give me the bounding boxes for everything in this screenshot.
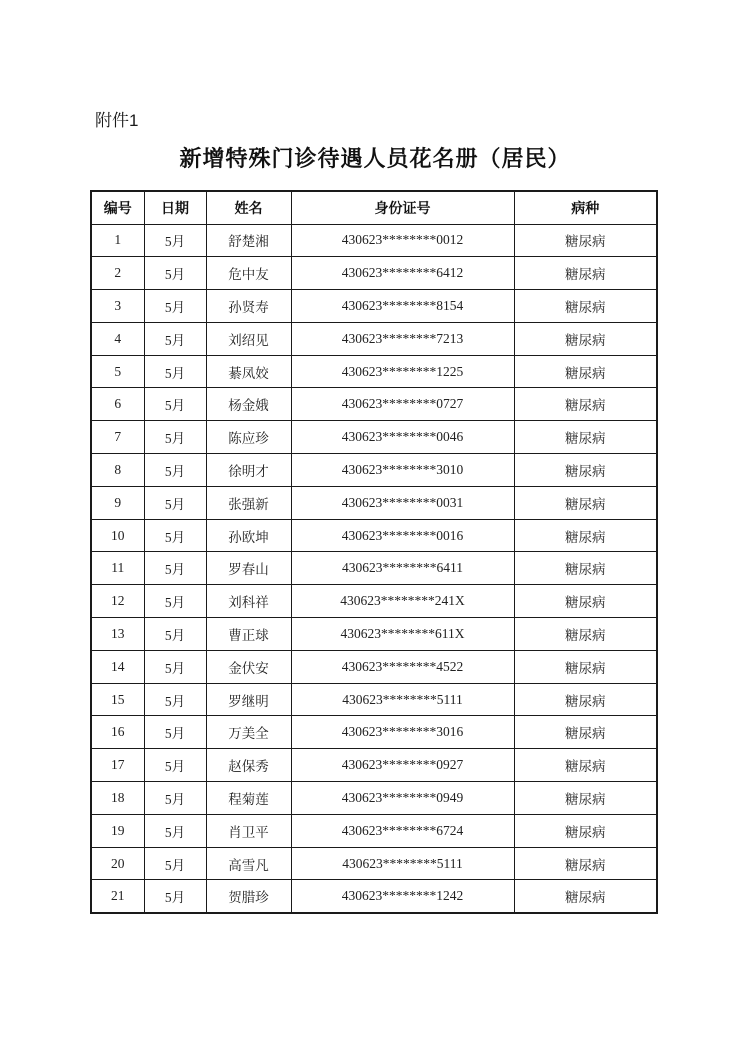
cell-name: 贺腊珍 [206, 880, 291, 913]
cell-name: 綦凤姣 [206, 355, 291, 388]
cell-id-number: 430623********5111 [291, 847, 514, 880]
cell-date: 5月 [144, 486, 206, 519]
cell-name: 金伏安 [206, 650, 291, 683]
cell-number: 9 [91, 486, 144, 519]
table-row [91, 421, 657, 454]
cell-id-number: 430623********241X [291, 585, 514, 618]
cell-disease: 糖尿病 [514, 814, 657, 847]
cell-disease: 糖尿病 [514, 454, 657, 487]
col-header-date: 日期 [144, 191, 206, 224]
cell-number: 16 [91, 716, 144, 749]
table-row [91, 683, 657, 716]
cell-id-number: 430623********1242 [291, 880, 514, 913]
cell-number: 20 [91, 847, 144, 880]
cell-date: 5月 [144, 618, 206, 651]
cell-date: 5月 [144, 355, 206, 388]
cell-id-number: 430623********611X [291, 618, 514, 651]
cell-number: 10 [91, 519, 144, 552]
cell-date: 5月 [144, 650, 206, 683]
cell-name: 曹正球 [206, 618, 291, 651]
cell-disease: 糖尿病 [514, 486, 657, 519]
table-row [91, 880, 657, 913]
cell-name: 张强新 [206, 486, 291, 519]
cell-date: 5月 [144, 683, 206, 716]
cell-id-number: 430623********5111 [291, 683, 514, 716]
cell-name: 罗继明 [206, 683, 291, 716]
cell-disease: 糖尿病 [514, 716, 657, 749]
table-header-row [91, 191, 657, 224]
table-row [91, 486, 657, 519]
cell-number: 21 [91, 880, 144, 913]
cell-disease: 糖尿病 [514, 552, 657, 585]
cell-date: 5月 [144, 290, 206, 323]
cell-id-number: 430623********0016 [291, 519, 514, 552]
cell-disease: 糖尿病 [514, 421, 657, 454]
cell-disease: 糖尿病 [514, 585, 657, 618]
cell-number: 6 [91, 388, 144, 421]
cell-date: 5月 [144, 749, 206, 782]
cell-id-number: 430623********6411 [291, 552, 514, 585]
cell-number: 7 [91, 421, 144, 454]
cell-disease: 糖尿病 [514, 257, 657, 290]
table-row [91, 650, 657, 683]
cell-number: 14 [91, 650, 144, 683]
cell-disease: 糖尿病 [514, 650, 657, 683]
cell-name: 危中友 [206, 257, 291, 290]
table-row [91, 782, 657, 815]
table-row [91, 585, 657, 618]
cell-number: 1 [91, 224, 144, 257]
cell-date: 5月 [144, 847, 206, 880]
cell-number: 12 [91, 585, 144, 618]
cell-name: 刘绍见 [206, 322, 291, 355]
cell-name: 程菊莲 [206, 782, 291, 815]
cell-number: 3 [91, 290, 144, 323]
cell-id-number: 430623********7213 [291, 322, 514, 355]
cell-name: 刘科祥 [206, 585, 291, 618]
cell-number: 5 [91, 355, 144, 388]
cell-date: 5月 [144, 716, 206, 749]
cell-disease: 糖尿病 [514, 618, 657, 651]
cell-date: 5月 [144, 552, 206, 585]
table-row [91, 322, 657, 355]
document-title: 新增特殊门诊待遇人员花名册（居民） [179, 146, 571, 171]
cell-disease: 糖尿病 [514, 322, 657, 355]
table-row [91, 847, 657, 880]
cell-id-number: 430623********6724 [291, 814, 514, 847]
cell-date: 5月 [144, 585, 206, 618]
cell-disease: 糖尿病 [514, 749, 657, 782]
cell-number: 19 [91, 814, 144, 847]
cell-id-number: 430623********3016 [291, 716, 514, 749]
cell-id-number: 430623********0031 [291, 486, 514, 519]
cell-id-number: 430623********3010 [291, 454, 514, 487]
cell-name: 罗春山 [206, 552, 291, 585]
cell-id-number: 430623********0046 [291, 421, 514, 454]
cell-date: 5月 [144, 388, 206, 421]
cell-date: 5月 [144, 257, 206, 290]
cell-disease: 糖尿病 [514, 355, 657, 388]
cell-id-number: 430623********6412 [291, 257, 514, 290]
cell-disease: 糖尿病 [514, 290, 657, 323]
cell-date: 5月 [144, 782, 206, 815]
cell-disease: 糖尿病 [514, 224, 657, 257]
cell-number: 17 [91, 749, 144, 782]
cell-name: 舒楚湘 [206, 224, 291, 257]
cell-disease: 糖尿病 [514, 388, 657, 421]
table-body [91, 224, 657, 913]
cell-disease: 糖尿病 [514, 519, 657, 552]
cell-id-number: 430623********8154 [291, 290, 514, 323]
cell-id-number: 430623********4522 [291, 650, 514, 683]
cell-name: 高雪凡 [206, 847, 291, 880]
col-header-id: 身份证号 [291, 191, 514, 224]
cell-number: 18 [91, 782, 144, 815]
cell-date: 5月 [144, 519, 206, 552]
cell-id-number: 430623********1225 [291, 355, 514, 388]
table-row [91, 224, 657, 257]
table-row [91, 519, 657, 552]
cell-id-number: 430623********0927 [291, 749, 514, 782]
cell-name: 肖卫平 [206, 814, 291, 847]
col-header-name: 姓名 [206, 191, 291, 224]
table-row [91, 388, 657, 421]
table-row [91, 257, 657, 290]
cell-disease: 糖尿病 [514, 880, 657, 913]
cell-name: 徐明才 [206, 454, 291, 487]
cell-number: 13 [91, 618, 144, 651]
table-row [91, 290, 657, 323]
cell-id-number: 430623********0949 [291, 782, 514, 815]
col-header-number: 编号 [91, 191, 144, 224]
roster-table [90, 190, 658, 914]
cell-name: 孙贤寿 [206, 290, 291, 323]
table-row [91, 454, 657, 487]
table-row [91, 618, 657, 651]
attachment-label: 附件1 [95, 111, 139, 130]
cell-date: 5月 [144, 224, 206, 257]
cell-name: 万美全 [206, 716, 291, 749]
cell-number: 15 [91, 683, 144, 716]
cell-date: 5月 [144, 421, 206, 454]
table-row [91, 749, 657, 782]
cell-name: 陈应珍 [206, 421, 291, 454]
cell-name: 赵保秀 [206, 749, 291, 782]
cell-number: 2 [91, 257, 144, 290]
cell-disease: 糖尿病 [514, 847, 657, 880]
col-header-disease: 病种 [514, 191, 657, 224]
cell-disease: 糖尿病 [514, 782, 657, 815]
cell-number: 8 [91, 454, 144, 487]
cell-name: 杨金娥 [206, 388, 291, 421]
cell-id-number: 430623********0727 [291, 388, 514, 421]
table-row [91, 716, 657, 749]
cell-name: 孙欧坤 [206, 519, 291, 552]
cell-number: 4 [91, 322, 144, 355]
cell-date: 5月 [144, 322, 206, 355]
table-row [91, 552, 657, 585]
cell-disease: 糖尿病 [514, 683, 657, 716]
cell-id-number: 430623********0012 [291, 224, 514, 257]
cell-number: 11 [91, 552, 144, 585]
table-row [91, 814, 657, 847]
cell-date: 5月 [144, 454, 206, 487]
cell-date: 5月 [144, 814, 206, 847]
cell-date: 5月 [144, 880, 206, 913]
table-row [91, 355, 657, 388]
